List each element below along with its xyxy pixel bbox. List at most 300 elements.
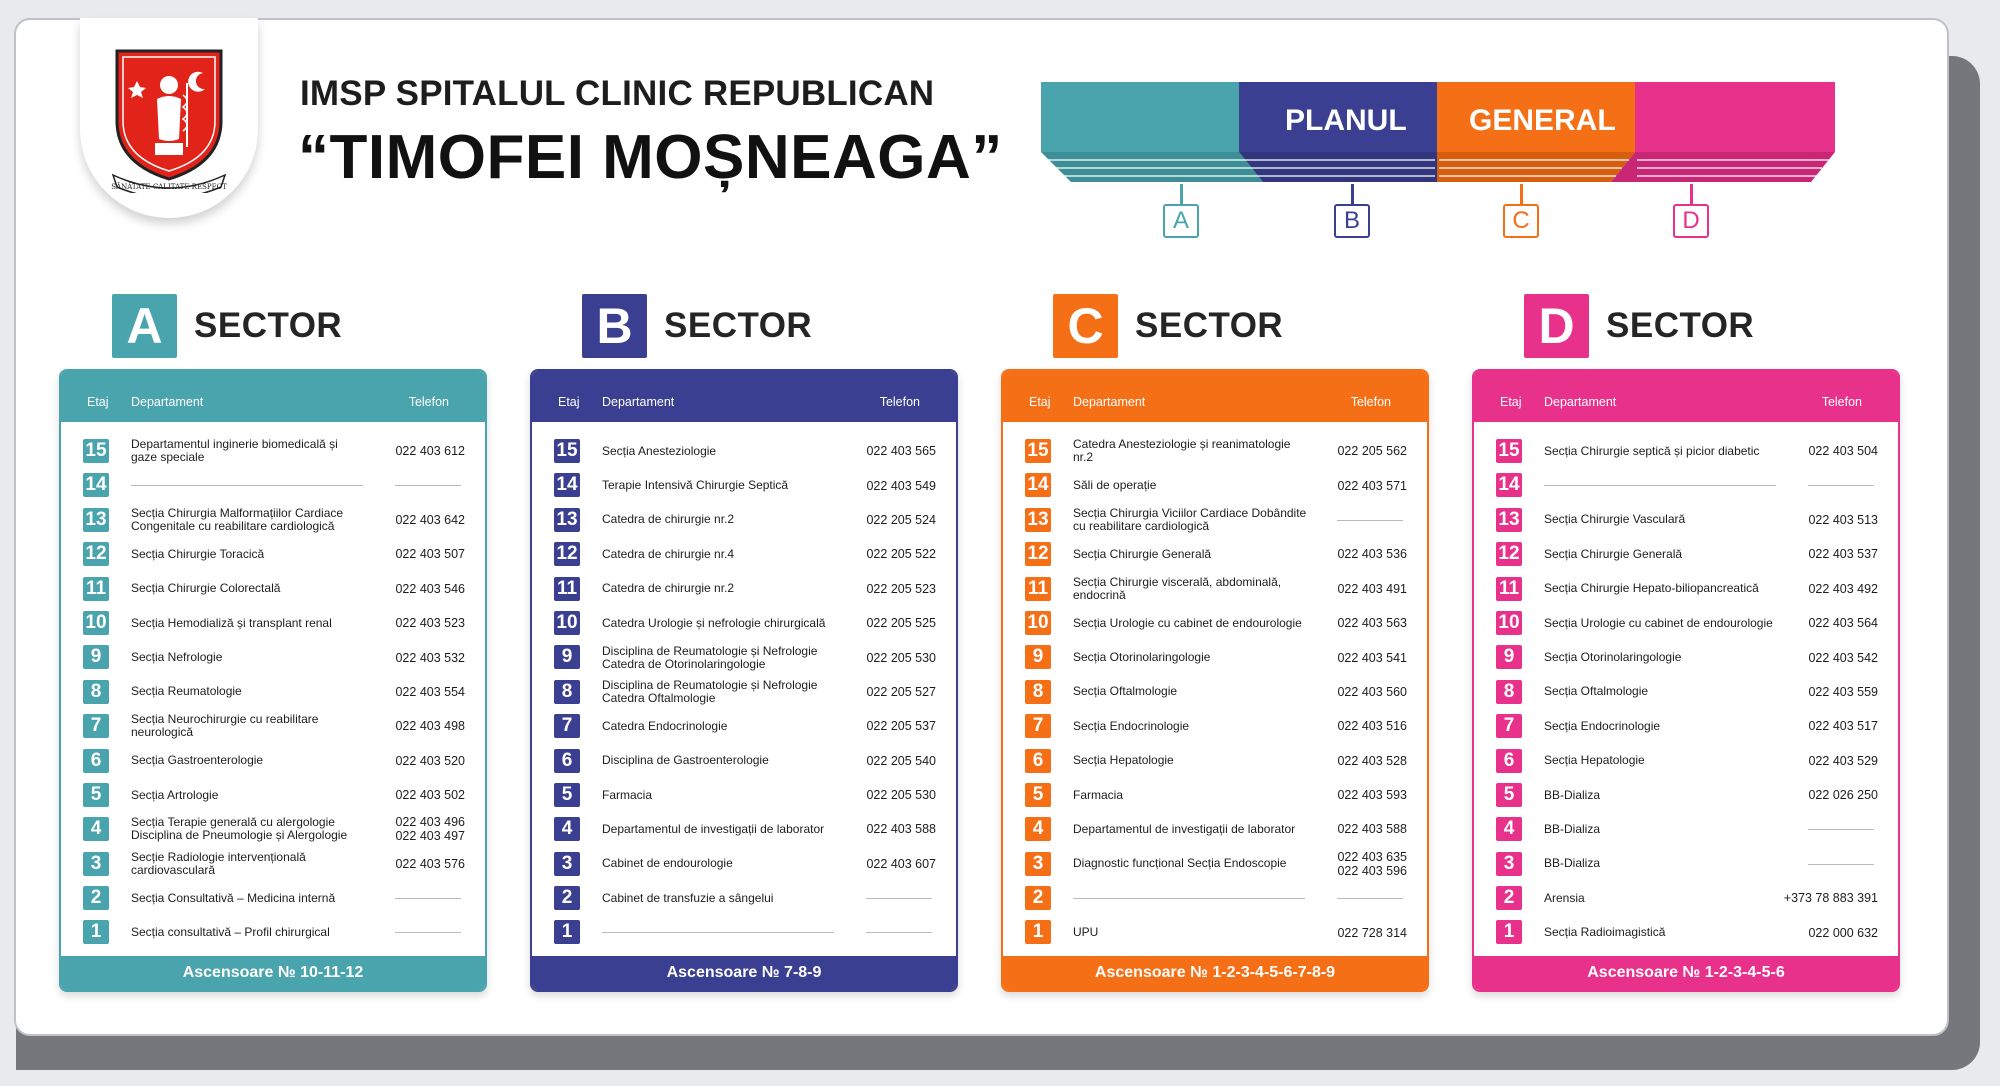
department-name: Secția Consultativă – Medicina internă bbox=[131, 890, 336, 905]
floor-badge: 9 bbox=[83, 645, 109, 669]
table-row bbox=[1003, 503, 1427, 537]
general-plan-diagram bbox=[1041, 82, 1835, 192]
phone-line: 022 403 588 bbox=[1337, 822, 1407, 837]
table-row bbox=[1474, 847, 1898, 881]
crest-card bbox=[80, 18, 258, 218]
sector-d-directory bbox=[1472, 369, 1900, 992]
table-row bbox=[1003, 744, 1427, 778]
column-header-etaj: Etaj bbox=[1500, 395, 1522, 409]
phone-number bbox=[1311, 434, 1407, 468]
table-row bbox=[532, 468, 956, 502]
phone-number bbox=[1311, 640, 1407, 674]
sector-c-elevators: Ascensoare № 1-2-3-4-5-6-7-8-9 bbox=[1003, 956, 1427, 990]
phone-line: 022 403 560 bbox=[1337, 684, 1407, 699]
table-row bbox=[1003, 675, 1427, 709]
phone-line: 022 205 523 bbox=[866, 581, 936, 596]
floor-badge: 3 bbox=[554, 852, 580, 876]
phone-line: 022 403 532 bbox=[395, 650, 465, 665]
phone-line: 022 403 504 bbox=[1808, 444, 1878, 459]
department-name: Farmacia bbox=[1073, 787, 1124, 802]
phone-number bbox=[840, 606, 936, 640]
sector-b-elevators: Ascensoare № 7-8-9 bbox=[532, 956, 956, 990]
phone-number bbox=[840, 812, 936, 846]
department-name: Secția consultativă – Profil chirurgical bbox=[131, 925, 330, 940]
pin-stem-b bbox=[1351, 184, 1354, 204]
phone-number bbox=[1311, 915, 1407, 949]
phone-number bbox=[369, 572, 465, 606]
table-row bbox=[61, 640, 485, 674]
column-header-telefon: Telefon bbox=[1821, 395, 1862, 409]
department-name: Secția Otorinolaringologie bbox=[1073, 650, 1211, 665]
phone-number bbox=[1782, 915, 1878, 949]
floor-badge: 11 bbox=[1496, 577, 1522, 601]
phone-line: 022 403 564 bbox=[1808, 616, 1878, 631]
department-name: Departamentul de investigații de laborator bbox=[1073, 821, 1296, 836]
phone-number bbox=[1311, 778, 1407, 812]
department-name: Secția Urologie cu cabinet de endourologie bbox=[1544, 615, 1773, 630]
phone-empty-line bbox=[395, 485, 461, 486]
phone-number bbox=[369, 640, 465, 674]
department-name: Secție Radiologie intervențională cardiovasculară bbox=[131, 849, 306, 877]
phone-number bbox=[1311, 537, 1407, 571]
phone-number bbox=[840, 640, 936, 674]
column-header-departament: Departament bbox=[1073, 395, 1146, 409]
table-row bbox=[532, 434, 956, 468]
department-name: Catedra Anesteziologie și reanimatologie nr.2 bbox=[1073, 437, 1291, 465]
pin-stem-d bbox=[1690, 184, 1693, 204]
floor-badge: 14 bbox=[554, 473, 580, 497]
phone-number bbox=[369, 778, 465, 812]
phone-number bbox=[1782, 744, 1878, 778]
phone-number bbox=[369, 537, 465, 571]
department-name: Secția Chirurgia Viciilor Cardiace Dobândite cu reabilitare cardiologică bbox=[1073, 505, 1307, 533]
table-row bbox=[61, 847, 485, 881]
column-header-etaj: Etaj bbox=[1029, 395, 1051, 409]
phone-line: 022 205 530 bbox=[866, 650, 936, 665]
phone-number bbox=[840, 468, 936, 502]
phone-line: 022 403 498 bbox=[395, 719, 465, 734]
floor-badge: 9 bbox=[1025, 645, 1051, 669]
table-row bbox=[1474, 572, 1898, 606]
phone-empty-line bbox=[1808, 864, 1874, 865]
floor-badge: 6 bbox=[554, 749, 580, 773]
table-row bbox=[1003, 434, 1427, 468]
phone-line: 022 205 522 bbox=[866, 547, 936, 562]
table-row bbox=[1474, 915, 1898, 949]
phone-number bbox=[369, 744, 465, 778]
phone-line: 022 403 559 bbox=[1808, 684, 1878, 699]
phone-line: 022 403 517 bbox=[1808, 719, 1878, 734]
floor-badge: 3 bbox=[83, 852, 109, 876]
table-row bbox=[532, 847, 956, 881]
sector-b-word: SECTOR bbox=[664, 306, 813, 345]
sector-d-letter: D bbox=[1524, 294, 1589, 358]
phone-number bbox=[840, 709, 936, 743]
floor-badge: 8 bbox=[83, 680, 109, 704]
sector-c-letter: C bbox=[1053, 294, 1118, 358]
table-row bbox=[532, 881, 956, 915]
phone-line: 022 403 513 bbox=[1808, 512, 1878, 527]
phone-line: 022 403 507 bbox=[395, 547, 465, 562]
plan-label-general: GENERAL bbox=[1469, 104, 1616, 137]
sector-a-floor-list bbox=[61, 434, 485, 950]
department-name: Secția Oftalmologie bbox=[1544, 684, 1649, 699]
phone-empty-line bbox=[1337, 898, 1403, 899]
floor-badge: 10 bbox=[554, 611, 580, 635]
phone-line: 022 403 502 bbox=[395, 788, 465, 803]
table-row bbox=[532, 744, 956, 778]
floor-badge: 15 bbox=[1025, 439, 1051, 463]
department-name: Catedra de chirurgie nr.4 bbox=[602, 546, 735, 561]
phone-number bbox=[1782, 572, 1878, 606]
department-name: Secția Radioimagistică bbox=[1544, 925, 1666, 940]
department-empty-line bbox=[602, 932, 834, 933]
department-name: Disciplina de Gastroenterologie bbox=[602, 753, 769, 768]
table-row bbox=[532, 915, 956, 949]
department-name: Farmacia bbox=[602, 787, 653, 802]
phone-number bbox=[1782, 537, 1878, 571]
phone-line: 022 403 529 bbox=[1808, 753, 1878, 768]
department-name: Cabinet de endourologie bbox=[602, 856, 733, 871]
department-name: Terapie Intensivă Chirurgie Septică bbox=[602, 478, 789, 493]
floor-badge: 13 bbox=[83, 508, 109, 532]
phone-line: 022 403 565 bbox=[866, 444, 936, 459]
phone-line: 022 403 588 bbox=[866, 822, 936, 837]
department-name: Secția Chirurgie viscerală, abdominală, endocrină bbox=[1073, 574, 1282, 602]
floor-badge: 5 bbox=[1496, 783, 1522, 807]
table-row bbox=[1003, 606, 1427, 640]
phone-number bbox=[1311, 847, 1407, 881]
floor-badge: 6 bbox=[83, 749, 109, 773]
floor-badge: 7 bbox=[1496, 714, 1522, 738]
department-name: Secția Chirurgie Colorectală bbox=[131, 581, 281, 596]
sector-b-floor-list bbox=[532, 434, 956, 950]
phone-empty-line bbox=[1808, 829, 1874, 830]
phone-number bbox=[840, 847, 936, 881]
phone-number bbox=[1782, 709, 1878, 743]
phone-line: 022 403 596 bbox=[1337, 863, 1407, 878]
department-name: Secția Neurochirurgie cu reabilitare neurologică bbox=[131, 712, 319, 740]
floor-badge: 9 bbox=[1496, 645, 1522, 669]
table-row bbox=[1003, 915, 1427, 949]
phone-line: 022 205 562 bbox=[1337, 444, 1407, 459]
table-row bbox=[1474, 812, 1898, 846]
phone-number bbox=[1311, 675, 1407, 709]
phone-line: 022 403 642 bbox=[395, 512, 465, 527]
table-row bbox=[532, 778, 956, 812]
sector-b-directory bbox=[530, 369, 958, 992]
hospital-crest-icon bbox=[109, 43, 229, 193]
department-name: Cabinet de transfuzie a sângelui bbox=[602, 890, 774, 905]
table-row bbox=[532, 503, 956, 537]
svg-text:SĂNĂTATE·CALITATE·RESPECT: SĂNĂTATE·CALITATE·RESPECT bbox=[111, 183, 227, 191]
column-header-telefon: Telefon bbox=[879, 395, 920, 409]
phone-empty-line bbox=[395, 898, 461, 899]
department-name: Secția Gastroenterologie bbox=[131, 753, 264, 768]
table-row bbox=[1003, 572, 1427, 606]
table-row bbox=[532, 709, 956, 743]
phone-number bbox=[840, 434, 936, 468]
phone-line: 022 403 571 bbox=[1337, 478, 1407, 493]
sector-d-floor-list bbox=[1474, 434, 1898, 950]
phone-line: 022 403 593 bbox=[1337, 788, 1407, 803]
sector-d-elevators: Ascensoare № 1-2-3-4-5-6 bbox=[1474, 956, 1898, 990]
phone-number bbox=[1782, 778, 1878, 812]
floor-badge: 4 bbox=[83, 817, 109, 841]
building-plan-graphic bbox=[1041, 82, 1835, 192]
sector-d-heading bbox=[1524, 294, 1754, 358]
department-name: Secția Chirurgie Toracică bbox=[131, 546, 265, 561]
table-row bbox=[1474, 744, 1898, 778]
department-name: Secția Nefrologie bbox=[131, 650, 223, 665]
plan-label-planul: PLANUL bbox=[1285, 104, 1407, 137]
floor-badge: 5 bbox=[1025, 783, 1051, 807]
department-name: Secția Hepatologie bbox=[1544, 753, 1645, 768]
sector-c-heading bbox=[1053, 294, 1283, 358]
department-name: Secția Chirurgie Vasculară bbox=[1544, 512, 1686, 527]
table-row bbox=[1474, 434, 1898, 468]
floor-badge: 6 bbox=[1496, 749, 1522, 773]
department-name: Secția Reumatologie bbox=[131, 684, 242, 699]
floor-badge: 11 bbox=[554, 577, 580, 601]
floor-badge: 6 bbox=[1025, 749, 1051, 773]
sector-d-word: SECTOR bbox=[1606, 306, 1755, 345]
phone-line: 022 403 607 bbox=[866, 856, 936, 871]
phone-number bbox=[1311, 709, 1407, 743]
department-name: Disciplina de Reumatologie și Nefrologie Catedra de Otorinolaringologie bbox=[602, 643, 818, 671]
floor-badge: 11 bbox=[83, 577, 109, 601]
plan-pin-d: D bbox=[1673, 204, 1709, 238]
floor-badge: 13 bbox=[554, 508, 580, 532]
table-row bbox=[1474, 709, 1898, 743]
department-name: Secția Chirurgie septică și picior diabetic bbox=[1544, 443, 1760, 458]
floor-badge: 7 bbox=[1025, 714, 1051, 738]
floor-badge: 1 bbox=[554, 920, 580, 944]
floor-badge: 7 bbox=[554, 714, 580, 738]
table-row bbox=[1003, 640, 1427, 674]
table-row bbox=[61, 744, 485, 778]
sector-a-letter: A bbox=[112, 294, 177, 358]
pin-stem-c bbox=[1520, 184, 1523, 204]
phone-number bbox=[1311, 744, 1407, 778]
phone-number bbox=[840, 675, 936, 709]
table-row bbox=[61, 503, 485, 537]
phone-line: 022 205 540 bbox=[866, 753, 936, 768]
column-header-etaj: Etaj bbox=[87, 395, 109, 409]
phone-line: 022 205 525 bbox=[866, 616, 936, 631]
phone-line: 022 403 541 bbox=[1337, 650, 1407, 665]
department-name: BB-Dializa bbox=[1544, 856, 1601, 871]
phone-line: 022 403 491 bbox=[1337, 581, 1407, 596]
phone-number bbox=[1311, 468, 1407, 502]
phone-number bbox=[1782, 640, 1878, 674]
phone-line: 022 403 554 bbox=[395, 684, 465, 699]
column-header-etaj: Etaj bbox=[558, 395, 580, 409]
department-name: Catedra de chirurgie nr.2 bbox=[602, 512, 735, 527]
department-name: Săli de operație bbox=[1073, 478, 1157, 493]
table-row bbox=[1003, 537, 1427, 571]
column-header-departament: Departament bbox=[131, 395, 204, 409]
sector-c-word: SECTOR bbox=[1135, 306, 1284, 345]
floor-badge: 4 bbox=[1496, 817, 1522, 841]
phone-number bbox=[1782, 675, 1878, 709]
phone-number bbox=[1782, 881, 1878, 915]
table-row bbox=[61, 675, 485, 709]
plan-pin-b: B bbox=[1334, 204, 1370, 238]
department-name: Secția Endocrinologie bbox=[1544, 718, 1661, 733]
hospital-name-line1: IMSP SPITALUL CLINIC REPUBLICAN bbox=[300, 74, 935, 113]
floor-badge: 13 bbox=[1025, 508, 1051, 532]
table-row bbox=[1003, 468, 1427, 502]
floor-badge: 2 bbox=[83, 886, 109, 910]
phone-number bbox=[1311, 572, 1407, 606]
column-header-telefon: Telefon bbox=[1350, 395, 1391, 409]
phone-empty-line bbox=[395, 932, 461, 933]
floor-badge: 15 bbox=[1496, 439, 1522, 463]
department-name: UPU bbox=[1073, 925, 1099, 940]
phone-number bbox=[840, 503, 936, 537]
department-name: Disciplina de Reumatologie și Nefrologie Catedra Oftalmologie bbox=[602, 677, 818, 705]
table-row bbox=[1474, 675, 1898, 709]
table-row bbox=[1474, 503, 1898, 537]
floor-badge: 11 bbox=[1025, 577, 1051, 601]
table-row bbox=[1003, 847, 1427, 881]
department-name: Secția Anesteziologie bbox=[602, 443, 717, 458]
column-header-departament: Departament bbox=[1544, 395, 1617, 409]
floor-badge: 10 bbox=[1025, 611, 1051, 635]
floor-badge: 5 bbox=[83, 783, 109, 807]
phone-line: 022 403 546 bbox=[395, 581, 465, 596]
table-row bbox=[61, 537, 485, 571]
department-name: Diagnostic funcțional Secția Endoscopie bbox=[1073, 856, 1287, 871]
floor-badge: 12 bbox=[554, 542, 580, 566]
table-row bbox=[532, 675, 956, 709]
floor-badge: 15 bbox=[83, 439, 109, 463]
phone-number bbox=[369, 675, 465, 709]
sector-a-word: SECTOR bbox=[194, 306, 343, 345]
department-name: Secția Artrologie bbox=[131, 787, 219, 802]
phone-number bbox=[840, 572, 936, 606]
sector-c-table-header bbox=[1003, 371, 1427, 422]
phone-number bbox=[369, 847, 465, 881]
phone-number bbox=[369, 503, 465, 537]
floor-badge: 7 bbox=[83, 714, 109, 738]
phone-line: 022 403 523 bbox=[395, 616, 465, 631]
department-empty-line bbox=[1073, 898, 1305, 899]
department-name: Catedra Endocrinologie bbox=[602, 718, 728, 733]
department-name: Secția Oftalmologie bbox=[1073, 684, 1178, 699]
phone-number bbox=[840, 537, 936, 571]
sector-a-heading bbox=[112, 294, 342, 358]
phone-empty-line bbox=[866, 898, 932, 899]
department-name: BB-Dializa bbox=[1544, 787, 1601, 802]
floor-badge: 1 bbox=[83, 920, 109, 944]
phone-number bbox=[369, 812, 465, 846]
sector-d-table-header bbox=[1474, 371, 1898, 422]
plan-pin-a: A bbox=[1163, 204, 1199, 238]
phone-line: 022 403 492 bbox=[1808, 581, 1878, 596]
floor-badge: 10 bbox=[1496, 611, 1522, 635]
table-row bbox=[1474, 881, 1898, 915]
phone-line: 022 728 314 bbox=[1337, 925, 1407, 940]
floor-badge: 2 bbox=[554, 886, 580, 910]
floor-badge: 5 bbox=[554, 783, 580, 807]
department-name: Departamentul inginerie biomedicală și gaze speciale bbox=[131, 437, 338, 465]
floor-badge: 8 bbox=[554, 680, 580, 704]
phone-line: 022 403 496 bbox=[395, 815, 465, 830]
department-name: Secția Chirurgie Generală bbox=[1073, 546, 1212, 561]
department-name: Secția Hemodializă și transplant renal bbox=[131, 615, 332, 630]
department-name: BB-Dializa bbox=[1544, 821, 1601, 836]
phone-line: 022 026 250 bbox=[1808, 788, 1878, 803]
department-empty-line bbox=[131, 485, 363, 486]
floor-badge: 4 bbox=[1025, 817, 1051, 841]
table-row bbox=[1003, 881, 1427, 915]
hospital-name-line2: “TIMOFEI MOȘNEAGA” bbox=[298, 123, 1003, 192]
table-row bbox=[61, 572, 485, 606]
table-row bbox=[1003, 812, 1427, 846]
phone-line: +373 78 883 391 bbox=[1783, 891, 1878, 906]
table-row bbox=[1474, 537, 1898, 571]
phone-number bbox=[369, 434, 465, 468]
floor-badge: 3 bbox=[1025, 852, 1051, 876]
floor-badge: 8 bbox=[1496, 680, 1522, 704]
phone-line: 022 205 524 bbox=[866, 512, 936, 527]
phone-number bbox=[1311, 812, 1407, 846]
table-row bbox=[61, 434, 485, 468]
table-row bbox=[61, 778, 485, 812]
table-row bbox=[1474, 778, 1898, 812]
sector-c-floor-list bbox=[1003, 434, 1427, 950]
table-row bbox=[1003, 709, 1427, 743]
floor-badge: 1 bbox=[1025, 920, 1051, 944]
phone-number bbox=[1782, 434, 1878, 468]
phone-line: 022 403 542 bbox=[1808, 650, 1878, 665]
floor-badge: 3 bbox=[1496, 852, 1522, 876]
phone-line: 022 403 537 bbox=[1808, 547, 1878, 562]
phone-line: 022 403 563 bbox=[1337, 616, 1407, 631]
floor-badge: 14 bbox=[1025, 473, 1051, 497]
phone-line: 022 403 516 bbox=[1337, 719, 1407, 734]
department-name: Secția Otorinolaringologie bbox=[1544, 650, 1682, 665]
phone-number bbox=[369, 709, 465, 743]
phone-line: 022 205 530 bbox=[866, 788, 936, 803]
department-empty-line bbox=[1544, 485, 1776, 486]
phone-empty-line bbox=[1337, 520, 1403, 521]
table-row bbox=[61, 812, 485, 846]
department-name: Secția Chirurgia Malformațiilor Cardiace Congenitale cu reabilitare cardiologică bbox=[131, 505, 344, 533]
floor-badge: 2 bbox=[1025, 886, 1051, 910]
floor-badge: 13 bbox=[1496, 508, 1522, 532]
table-row bbox=[1474, 468, 1898, 502]
table-row bbox=[1003, 778, 1427, 812]
department-name: Departamentul de investigații de laborator bbox=[602, 821, 825, 836]
table-row bbox=[532, 537, 956, 571]
phone-number bbox=[840, 778, 936, 812]
phone-line: 022 205 537 bbox=[866, 719, 936, 734]
floor-badge: 14 bbox=[1496, 473, 1522, 497]
phone-number bbox=[840, 744, 936, 778]
table-row bbox=[61, 468, 485, 502]
department-name: Secția Chirurgie Hepato-biliopancreatică bbox=[1544, 581, 1759, 596]
table-row bbox=[532, 812, 956, 846]
sector-b-heading bbox=[582, 294, 812, 358]
phone-empty-line bbox=[1808, 485, 1874, 486]
floor-badge: 10 bbox=[83, 611, 109, 635]
table-row bbox=[1474, 606, 1898, 640]
floor-badge: 2 bbox=[1496, 886, 1522, 910]
phone-line: 022 403 549 bbox=[866, 478, 936, 493]
